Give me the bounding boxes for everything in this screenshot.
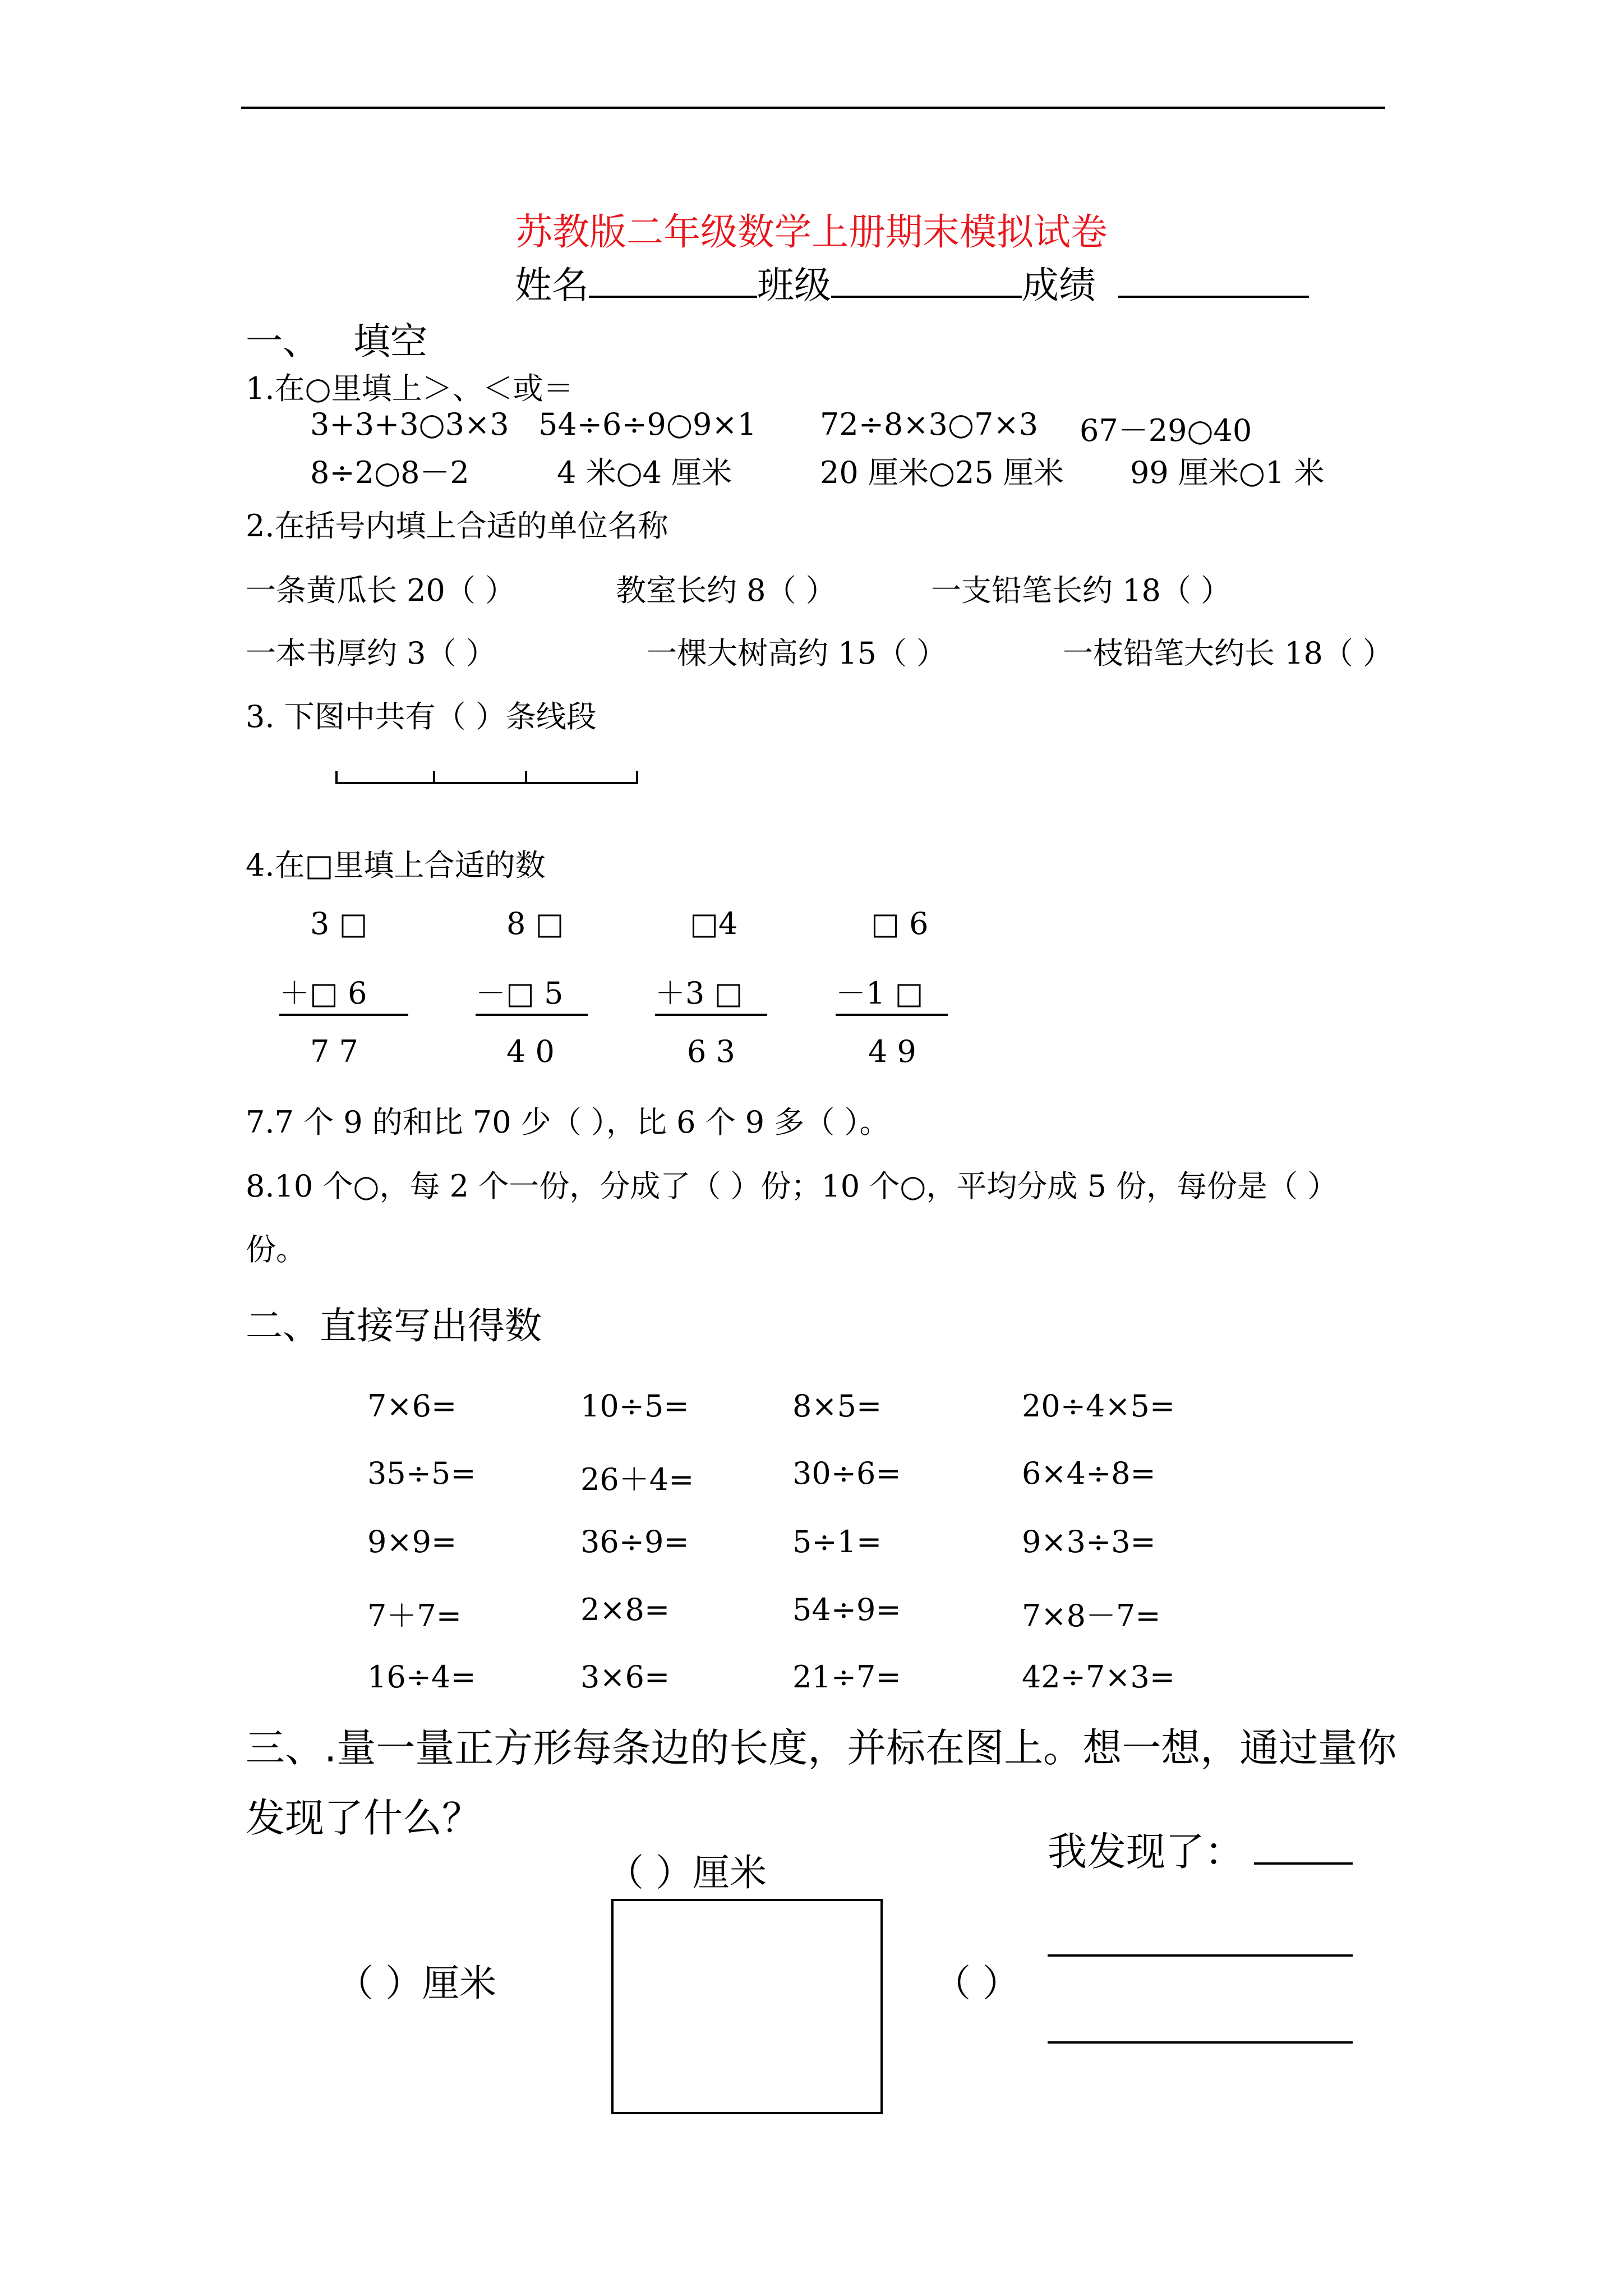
q2-text: 2.在括号内填上合适的单位名称 bbox=[246, 508, 668, 544]
calc-item: 9×9= bbox=[367, 1524, 457, 1559]
q4-top: 8 □ bbox=[506, 906, 564, 941]
name-label: 姓名 bbox=[515, 264, 589, 307]
q4-mid: ＋3 □ bbox=[655, 969, 767, 1016]
square-right-label: （ ） bbox=[934, 1962, 1020, 2005]
calc-item: 7×8－7= bbox=[1022, 1598, 1161, 1634]
header-rule bbox=[241, 107, 1385, 109]
q2-item: 一枝铅笔大约长 18（ ） bbox=[1063, 636, 1394, 671]
q2-item: 一本书厚约 3（ ） bbox=[246, 636, 496, 671]
q4-result: 4 0 bbox=[506, 1034, 555, 1069]
calc-item: 26＋4= bbox=[580, 1462, 694, 1497]
calc-item: 30÷6= bbox=[792, 1456, 901, 1491]
score-label: 成绩 bbox=[1022, 264, 1096, 307]
answer-line[interactable] bbox=[1048, 2041, 1353, 2044]
calc-item: 35÷5= bbox=[367, 1456, 476, 1491]
q4-result: 4 9 bbox=[868, 1034, 916, 1069]
q4-mid: －1 □ bbox=[836, 969, 948, 1016]
segment-tick bbox=[525, 771, 527, 784]
class-label: 班级 bbox=[757, 264, 831, 307]
q7-text: 7.7 个 9 的和比 70 少（ ），比 6 个 9 多（ ）。 bbox=[246, 1105, 890, 1140]
q1-text: 1.在○里填上＞、＜或＝ bbox=[246, 371, 574, 406]
calc-item: 3×6= bbox=[580, 1659, 670, 1695]
q1-item: 72÷8×3○7×3 bbox=[820, 407, 1038, 442]
q2-item: 一条黄瓜长 20（ ） bbox=[246, 573, 516, 608]
calc-item: 21÷7= bbox=[792, 1659, 901, 1695]
q4-result: 7 7 bbox=[310, 1034, 358, 1069]
section2-heading: 二、直接写出得数 bbox=[246, 1304, 542, 1347]
calc-item: 16÷4= bbox=[367, 1659, 476, 1695]
section3-line1: 三、.量一量正方形每条边的长度，并标在图上。想一想，通过量你 bbox=[246, 1725, 1397, 1771]
calc-item: 20÷4×5= bbox=[1022, 1388, 1175, 1424]
calc-item: 7＋7= bbox=[367, 1598, 462, 1634]
found-label: 我发现了： bbox=[1048, 1829, 1244, 1875]
student-info bbox=[515, 255, 1309, 309]
q4-text: 4.在□里填上合适的数 bbox=[246, 848, 546, 883]
segment-tick bbox=[335, 771, 338, 784]
q1-item: 8÷2○8－2 bbox=[310, 455, 469, 490]
page-title: 苏教版二年级数学上册期末模拟试卷 bbox=[515, 210, 1108, 254]
calc-item: 42÷7×3= bbox=[1022, 1659, 1175, 1695]
calc-item: 5÷1= bbox=[792, 1524, 882, 1559]
q8-line2: 份。 bbox=[246, 1232, 306, 1267]
segment-line bbox=[335, 782, 638, 784]
calc-item: 7×6= bbox=[367, 1388, 457, 1424]
calc-item: 54÷9= bbox=[792, 1592, 901, 1627]
q2-item: 一棵大树高约 15（ ） bbox=[647, 636, 947, 671]
q1-item: 54÷6÷9○9×1 bbox=[538, 407, 757, 442]
q1-item: 3+3+3○3×3 bbox=[310, 407, 509, 442]
segment-tick bbox=[636, 771, 638, 784]
answer-line[interactable] bbox=[1048, 1954, 1353, 1957]
q4-top: □ 6 bbox=[871, 906, 929, 941]
q2-item: 一支铅笔长约 18（ ） bbox=[931, 573, 1232, 608]
section1-heading bbox=[246, 311, 427, 365]
q8-line1: 8.10 个○，每 2 个一份，分成了（ ）份；10 个○，平均分成 5 份，每份是（ ） bbox=[246, 1168, 1338, 1204]
class-field[interactable] bbox=[831, 264, 1022, 298]
section3-line2: 发现了什么？ bbox=[246, 1795, 481, 1841]
name-field[interactable] bbox=[589, 264, 757, 298]
calc-item: 8×5= bbox=[792, 1388, 882, 1424]
q1-item: 67－29○40 bbox=[1080, 413, 1252, 448]
segment-tick bbox=[433, 771, 435, 784]
q4-top: □4 bbox=[690, 906, 738, 941]
section1-number: 一、 bbox=[246, 320, 320, 363]
q3-text: 3. 下图中共有（ ）条线段 bbox=[246, 699, 597, 734]
q2-item: 教室长约 8（ ） bbox=[616, 573, 836, 608]
measure-square bbox=[611, 1899, 883, 2114]
q1-item: 99 厘米○1 米 bbox=[1130, 455, 1325, 490]
q4-result: 6 3 bbox=[687, 1034, 735, 1069]
calc-item: 6×4÷8= bbox=[1022, 1456, 1156, 1491]
calc-item: 2×8= bbox=[580, 1592, 670, 1627]
calc-item: 36÷9= bbox=[580, 1524, 689, 1559]
section1-title: 填空 bbox=[353, 320, 427, 363]
answer-line[interactable] bbox=[1254, 1862, 1353, 1865]
q1-item: 20 厘米○25 厘米 bbox=[820, 455, 1064, 490]
q4-mid: －□ 5 bbox=[476, 969, 588, 1016]
calc-item: 9×3÷3= bbox=[1022, 1524, 1156, 1559]
q4-top: 3 □ bbox=[310, 906, 368, 941]
score-field[interactable] bbox=[1118, 264, 1309, 298]
square-top-label: （ ）厘米 bbox=[607, 1851, 767, 1894]
calc-item: 10÷5= bbox=[580, 1388, 689, 1424]
q4-mid: ＋□ 6 bbox=[279, 969, 408, 1016]
square-left-label: （ ）厘米 bbox=[336, 1962, 496, 2005]
q1-item: 4 米○4 厘米 bbox=[557, 455, 732, 490]
